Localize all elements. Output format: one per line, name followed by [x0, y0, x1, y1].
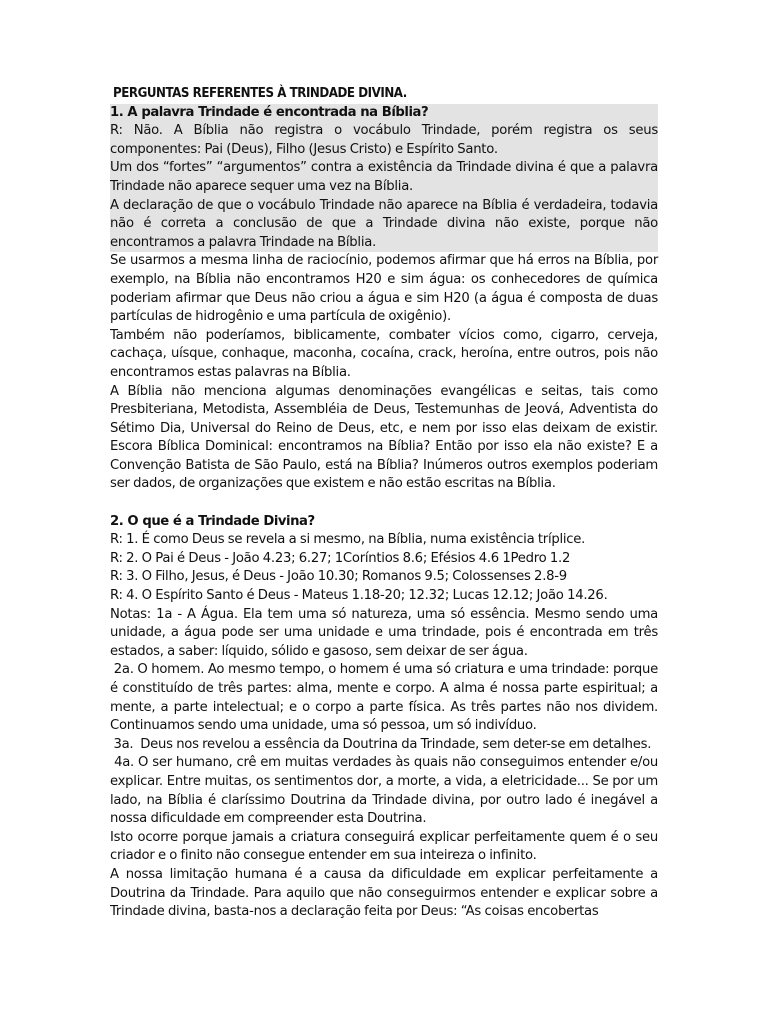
- question-2-heading: 2. O que é a Trindade Divina?: [110, 513, 315, 529]
- answer-paragraph: R: Não. A Bíblia não registra o vocábulo Trindade, porém registra os seus componentes: Pai (Deus), Filho (Jesus Cristo) e Espírito Santo.: [110, 122, 658, 159]
- answer-line: R: 1. É como Deus se revela a si mesmo, na Bíblia, numa existência tríplice.: [110, 532, 586, 548]
- note-paragraph: 2a. O homem. Ao mesmo tempo, o homem é uma só criatura e uma trindade: porque é constituído de três partes: alma, mente e corpo. A alma é nossa parte espiritual; a mente, a parte intelectual; e o corpo a parte física. As três partes não nos dividem. Continuamos sendo uma unidade, uma só pessoa, um só indivíduo.: [110, 662, 662, 734]
- note-paragraph: Notas: 1a - A Água. Ela tem uma só natureza, uma só essência. Mesmo sendo uma unidade, a água pode ser uma unidade e uma trindade, pois é encontrada em três estados, a saber: líquido, sólido e gasoso, sem deixar de ser água.: [110, 606, 658, 659]
- answer-paragraph: Se usarmos a mesma linha de raciocínio, podemos afirmar que há erros na Bíblia, por exemplo, na Bíblia não encontramos H20 e sim água: os conhecedores de química poderiam afirmar que Deus não criou a água e sim H20 (a água é composta de duas partículas de hidrogênio e uma partícula de oxigênio).: [110, 253, 658, 325]
- answer-paragraph: Um dos “fortes” “argumentos” contra a existência da Trindade divina é que a palavra Trindade não aparece sequer uma vez na Bíblia.: [110, 159, 658, 196]
- note-paragraph: 3a. Deus nos revelou a essência da Doutrina da Trindade, sem deter-se em detalhes.: [110, 736, 652, 752]
- answer-line: R: 3. O Filho, Jesus, é Deus - João 10.30; Romanos 9.5; Colossenses 2.8-9: [110, 569, 567, 585]
- document-title: PERGUNTAS REFERENTES À TRINDADE DIVINA.: [113, 86, 407, 101]
- body-paragraph: Isto ocorre porque jamais a criatura conseguirá explicar perfeitamente quem é o seu criador e o finito não consegue entender em sua inteireza o infinito.: [110, 829, 658, 864]
- blank-line: [110, 494, 658, 513]
- answer-paragraph: Também não poderíamos, biblicamente, combater vícios como, cigarro, cerveja, cachaça, uísque, conhaque, maconha, cocaína, crack, heroína, entre outros, pois não encontramos estas palavras na Bíblia.: [110, 327, 658, 380]
- note-paragraph: 4a. O ser humano, crê em muitas verdades às quais não conseguimos entender e/ou explicar. Entre muitas, os sentimentos dor, a morte, a vida, a eletricidade... Se por um lado, na Bíblia é claríssimo Doutrina da Trindade divina, por outro lado é inegável a nossa dificuldade em compreender esta Doutrina.: [110, 755, 662, 827]
- document-page: [110, 85, 662, 922]
- answer-paragraph: A declaração de que o vocábulo Trindade não aparece na Bíblia é verdadeira, todavia não é correta a conclusão de que a Trindade divina não existe, porque não encontramos a palavra Trindade na Bíblia.: [110, 197, 658, 253]
- answer-paragraph: A Bíblia não menciona algumas denominações evangélicas e seitas, tais como Presbiteriana, Metodista, Assembléia de Deus, Testemunhas de Jeová, Adventista do Sétimo Dia, Universal do Reino de Deus, etc, e nem por isso elas deixam de existir. Escora Bíblica Dominical: encontramos na Bíblia? Então por isso ela não existe? E a Convenção Batista de São Paulo, está na Bíblia? Inúmeros outros exemplos poderiam ser dados, de organizações que existem e não estão escritas na Bíblia.: [110, 383, 658, 492]
- answer-line: R: 4. O Espírito Santo é Deus - Mateus 1.18-20; 12.32; Lucas 12.12; João 14.26.: [110, 588, 608, 604]
- body-paragraph: A nossa limitação humana é a causa da dificuldade em explicar perfeitamente a Doutrina da Trindade. Para aquilo que não conseguirmos entender e explicar sobre a Trindade divina, basta-nos a declaração feita por Deus: “As coisas encobertas: [110, 866, 658, 920]
- answer-line: R: 2. O Pai é Deus - João 4.23; 6.27; 1Coríntios 8.6; Efésios 4.6 1Pedro 1.2: [110, 550, 571, 566]
- question-1-heading: 1. A palavra Trindade é encontrada na Bíblia?: [110, 104, 658, 123]
